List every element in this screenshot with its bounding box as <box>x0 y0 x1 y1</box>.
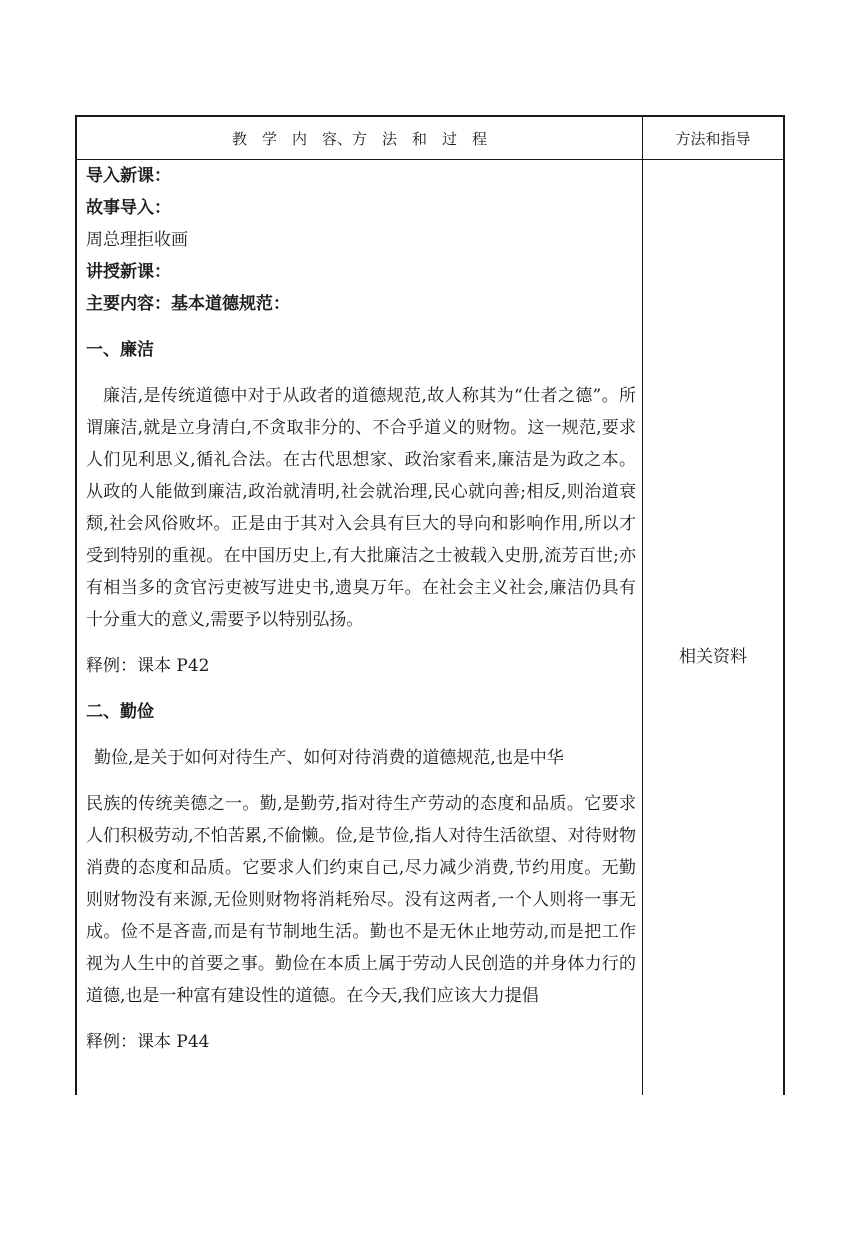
table-right-border <box>783 115 785 1095</box>
lesson-content <box>86 160 636 1058</box>
section1-body: 廉洁,是传统道德中对于从政者的道德规范,故人称其为“仕者之德”。所谓廉洁,就是立身清白,不贪取非分的、不合乎道义的财物。这一规范,要求人们见利思义,循礼合法。在古代思想家、政治家看来,廉洁是为政之本。从政的人能做到廉洁,政治就清明,社会就治理,民心就向善;相反,则治道衰颓,社会风俗败坏。正是由于其对入会具有巨大的导向和影响作用,所以才受到特别的重视。在中国历史上,有大批廉洁之士被载入史册,流芳百世;亦有相当多的贪官污吏被写进史书,遗臭万年。在社会主义社会,廉洁仍具有十分重大的意义,需要予以特别弘扬。 <box>86 386 636 630</box>
story-text: 周总理拒收画 <box>86 230 188 250</box>
related-materials-note: 相关资料 <box>679 647 747 667</box>
main-content-heading: 主要内容：基本道德规范： <box>86 294 290 314</box>
table-left-border <box>75 115 77 1095</box>
section2-title: 二、勤俭 <box>86 702 154 722</box>
section2-body: 民族的传统美德之一。勤,是勤劳,指对待生产劳动的态度和品质。它要求人们积极劳动,不怕苦累,不偷懒。俭,是节俭,指人对待生活欲望、对待财物消费的态度和品质。它要求人们约束自己,尽力减少消费,节约用度。无勤则财物没有来源,无俭则财物将消耗殆尽。没有这两者,一个人则将一事无成。俭不是吝啬,而是有节制地生活。勤也不是无休止地劳动,而是把工作视为人生中的首要之事。勤俭在本质上属于劳动人民创造的并身体力行的道德,也是一种富有建设性的道德。在今天,我们应该大力提倡 <box>86 794 636 1006</box>
table-column-divider <box>642 115 643 1095</box>
section1-title: 一、廉洁 <box>86 340 154 360</box>
section2-body-first-line: 勤俭,是关于如何对待生产、如何对待消费的道德规范,也是中华 <box>94 748 564 768</box>
lecture-heading: 讲授新课： <box>86 262 171 282</box>
story-heading: 故事导入： <box>86 198 171 218</box>
intro-heading: 导入新课： <box>86 166 171 186</box>
column-header-content: 教 学 内 容、方 法 和 过 程 <box>231 129 487 148</box>
section1-example: 释例：课本 P42 <box>86 656 210 676</box>
section2-example: 释例：课本 P44 <box>86 1032 210 1052</box>
column-header-guidance: 方法和指导 <box>675 129 751 148</box>
